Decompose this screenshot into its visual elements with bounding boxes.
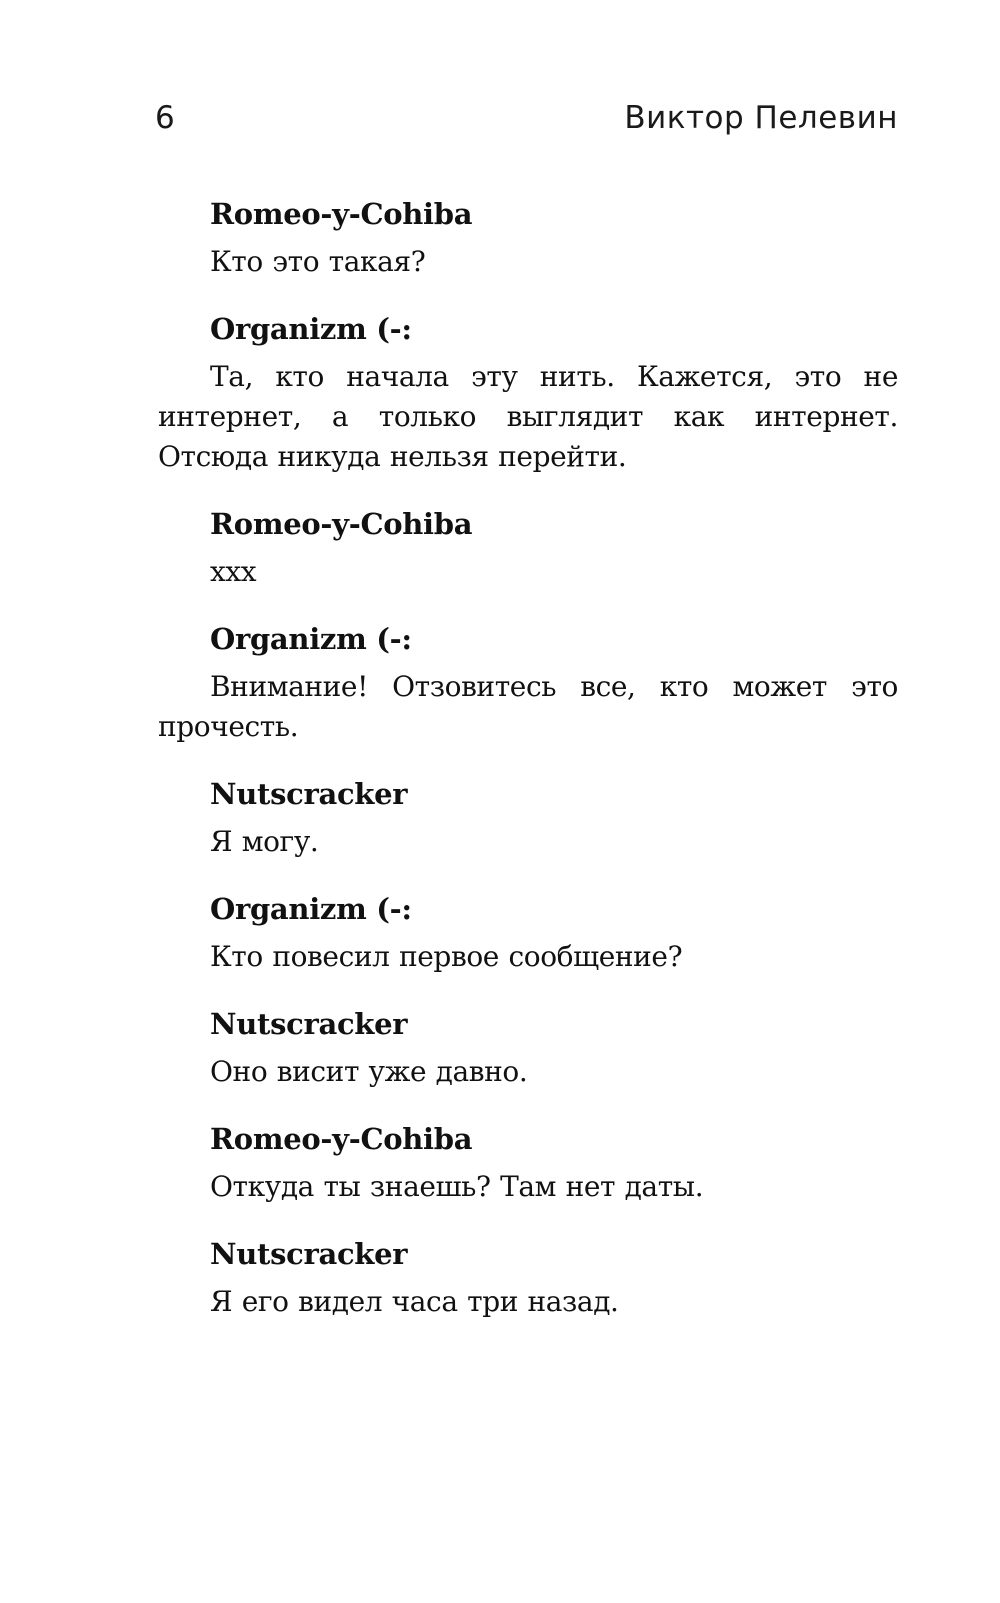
speaker-name: Organizm (-:: [210, 622, 412, 656]
chat-entry: [158, 193, 898, 282]
speaker-name: Romeo-y-Cohiba: [210, 1122, 473, 1156]
speaker-name: Romeo-y-Cohiba: [210, 197, 473, 231]
speaker-name: Romeo-y-Cohiba: [210, 507, 473, 541]
book-author: Виктор Пелевин: [624, 100, 898, 136]
chat-entry: [158, 308, 898, 477]
message-text: Та, кто начала эту нить. Кажется, это не интернет, а только выглядит как интернет. Отсюда никуда нельзя перейти.: [158, 360, 898, 473]
message-text: Я могу.: [210, 825, 319, 858]
chat-entry: [158, 773, 898, 862]
chat-transcript: [158, 193, 898, 1348]
chat-entry: [158, 618, 898, 747]
message-text: Кто это такая?: [210, 245, 426, 278]
speaker-name: Nutscracker: [210, 1007, 408, 1041]
chat-entry: [158, 1118, 898, 1207]
chat-entry: [158, 1233, 898, 1322]
chat-entry: [158, 1003, 898, 1092]
message-text: Я его видел часа три назад.: [210, 1285, 619, 1318]
running-head: [155, 100, 898, 150]
speaker-name: Organizm (-:: [210, 312, 412, 346]
chat-entry: [158, 888, 898, 977]
chat-entry: [158, 503, 898, 592]
message-text: Откуда ты знаешь? Там нет даты.: [210, 1170, 704, 1203]
message-text: Оно висит уже давно.: [210, 1055, 528, 1088]
speaker-name: Nutscracker: [210, 777, 408, 811]
speaker-name: Nutscracker: [210, 1237, 408, 1271]
message-text: Внимание! Отзовитесь все, кто может это прочесть.: [158, 670, 898, 743]
page-number: 6: [155, 100, 175, 136]
speaker-name: Organizm (-:: [210, 892, 412, 926]
message-text: xxx: [210, 555, 257, 588]
message-text: Кто повесил первое сообщение?: [210, 940, 683, 973]
